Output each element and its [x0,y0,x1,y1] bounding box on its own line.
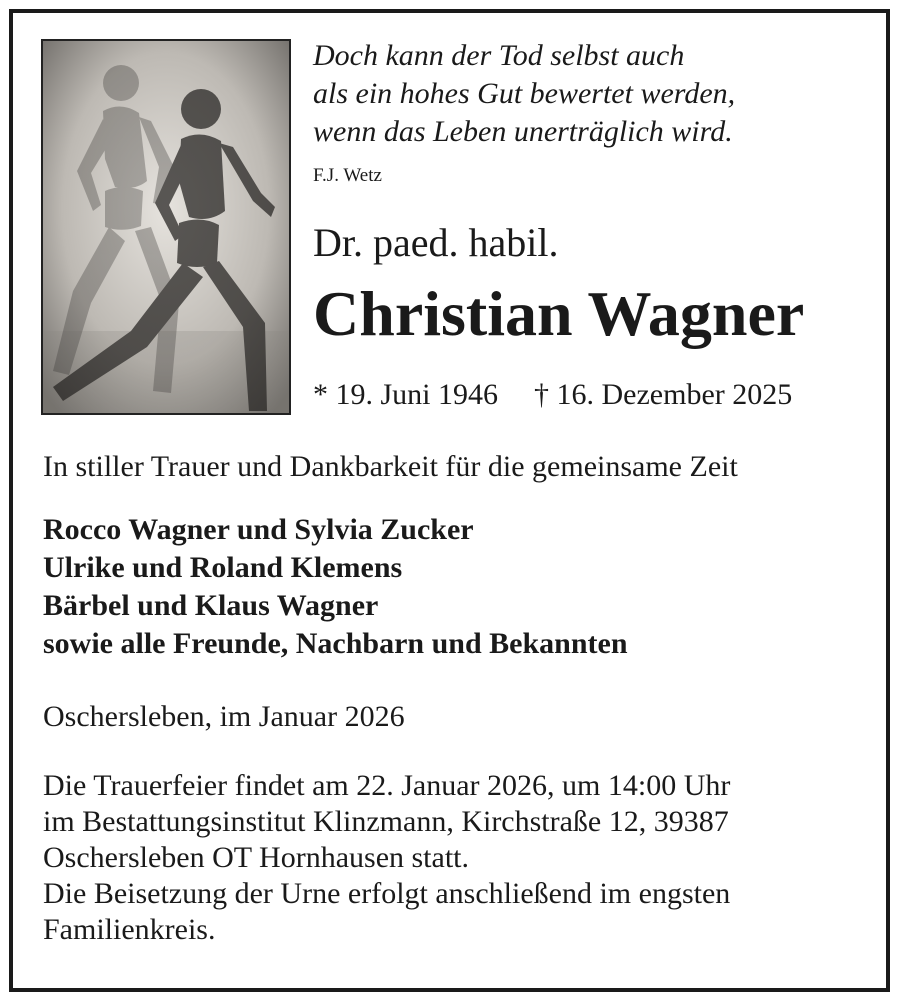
mourners-list [43,511,628,663]
quote-author: F.J. Wetz [313,165,382,186]
obituary-frame [9,9,890,992]
mourner-line: Ulrike und Roland Klemens [43,551,403,584]
quote-line: Doch kann der Tod selbst auch [313,39,685,72]
service-line: Familienkreis. [43,913,216,946]
service-line: im Bestattungsinstitut Klinzmann, Kirchstraße 12, 39387 [43,805,729,838]
mourner-line: Rocco Wagner und Sylvia Zucker [43,513,474,546]
deceased-name: Christian Wagner [313,278,805,349]
mourning-intro: In stiller Trauer und Dankbarkeit für die gemeinsame Zeit [43,450,738,483]
runners-photo [41,39,291,415]
service-line: Die Beisetzung der Urne erfolgt anschließend im engsten [43,877,731,910]
mourner-line: sowie alle Freunde, Nachbarn und Bekannten [43,627,628,660]
service-info [43,768,873,948]
quote-line: wenn das Leben unerträglich wird. [313,115,733,148]
service-line: Die Trauerfeier findet am 22. Januar 2026, um 14:00 Uhr [43,769,731,802]
academic-title: Dr. paed. habil. [313,220,559,265]
runners-illustration [43,41,289,413]
quote-line: als ein hohes Gut bewertet werden, [313,77,736,110]
death-date: † 16. Dezember 2025 [534,378,793,411]
service-line: Oschersleben OT Hornhausen statt. [43,841,470,874]
birth-date: * 19. Juni 1946 [313,378,499,411]
life-dates [313,378,792,412]
mourner-line: Bärbel und Klaus Wagner [43,589,379,622]
place-date: Oschersleben, im Januar 2026 [43,700,405,733]
quote-block [313,37,853,151]
